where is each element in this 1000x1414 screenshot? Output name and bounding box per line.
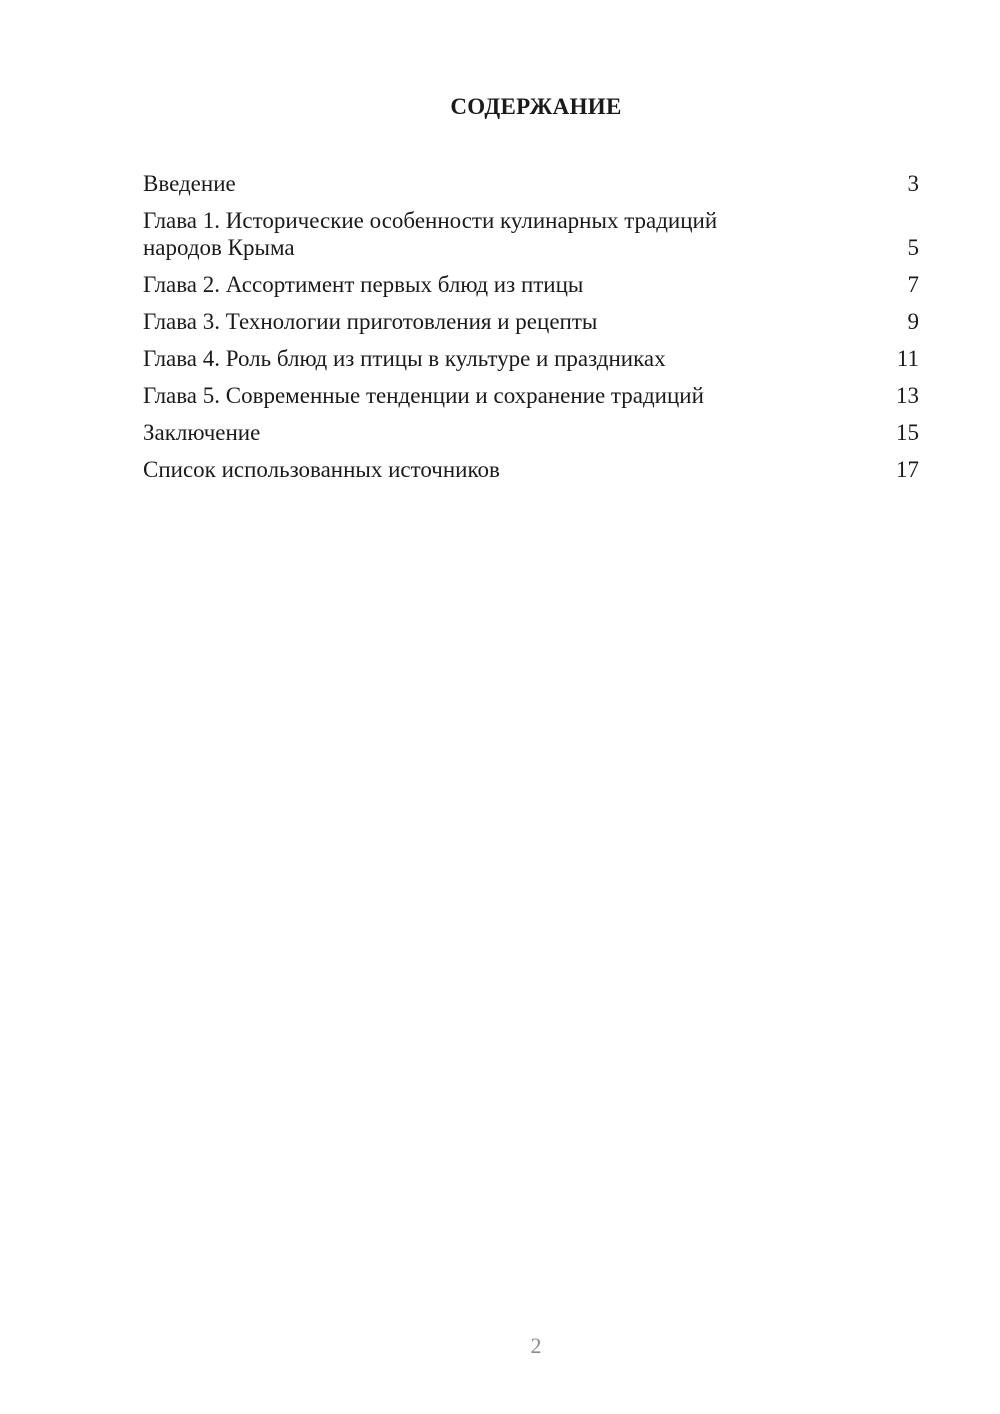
table-of-contents xyxy=(143,170,919,493)
toc-item-page: 5 xyxy=(907,235,919,260)
toc-item-chapter-3[interactable] xyxy=(143,308,919,335)
toc-item-label: Глава 2. Ассортимент первых блюд из птицы xyxy=(143,272,584,297)
toc-item-label: Глава 5. Современные тенденции и сохранение традиций xyxy=(143,383,704,408)
toc-item-label: Глава 3. Технологии приготовления и рецепты xyxy=(143,309,598,334)
toc-item-label: Заключение xyxy=(143,420,261,445)
toc-item-conclusion[interactable] xyxy=(143,419,919,446)
toc-item-chapter-5[interactable] xyxy=(143,382,919,409)
toc-item-chapter-2[interactable] xyxy=(143,271,919,298)
toc-item-page: 17 xyxy=(896,457,919,482)
toc-item-label: Глава 1. Исторические особенности кулинарных традиций народов Крыма xyxy=(143,208,718,260)
toc-title: СОДЕРЖАНИЕ xyxy=(450,94,622,119)
toc-item-label: Введение xyxy=(143,171,236,196)
toc-item-page: 15 xyxy=(896,420,919,445)
toc-item-page: 13 xyxy=(896,383,919,408)
toc-item-page: 9 xyxy=(907,309,919,334)
toc-item-chapter-4[interactable] xyxy=(143,345,919,372)
toc-item-references[interactable] xyxy=(143,456,919,483)
toc-item-introduction[interactable] xyxy=(143,170,919,197)
toc-item-label: Глава 4. Роль блюд из птицы в культуре и праздниках xyxy=(143,346,666,371)
toc-item-label: Список использованных источников xyxy=(143,457,500,482)
toc-item-page: 11 xyxy=(896,346,919,371)
toc-item-chapter-1[interactable] xyxy=(143,207,919,261)
toc-item-page: 3 xyxy=(907,171,919,196)
toc-item-page: 7 xyxy=(907,272,919,297)
page-number: 2 xyxy=(530,1333,542,1358)
